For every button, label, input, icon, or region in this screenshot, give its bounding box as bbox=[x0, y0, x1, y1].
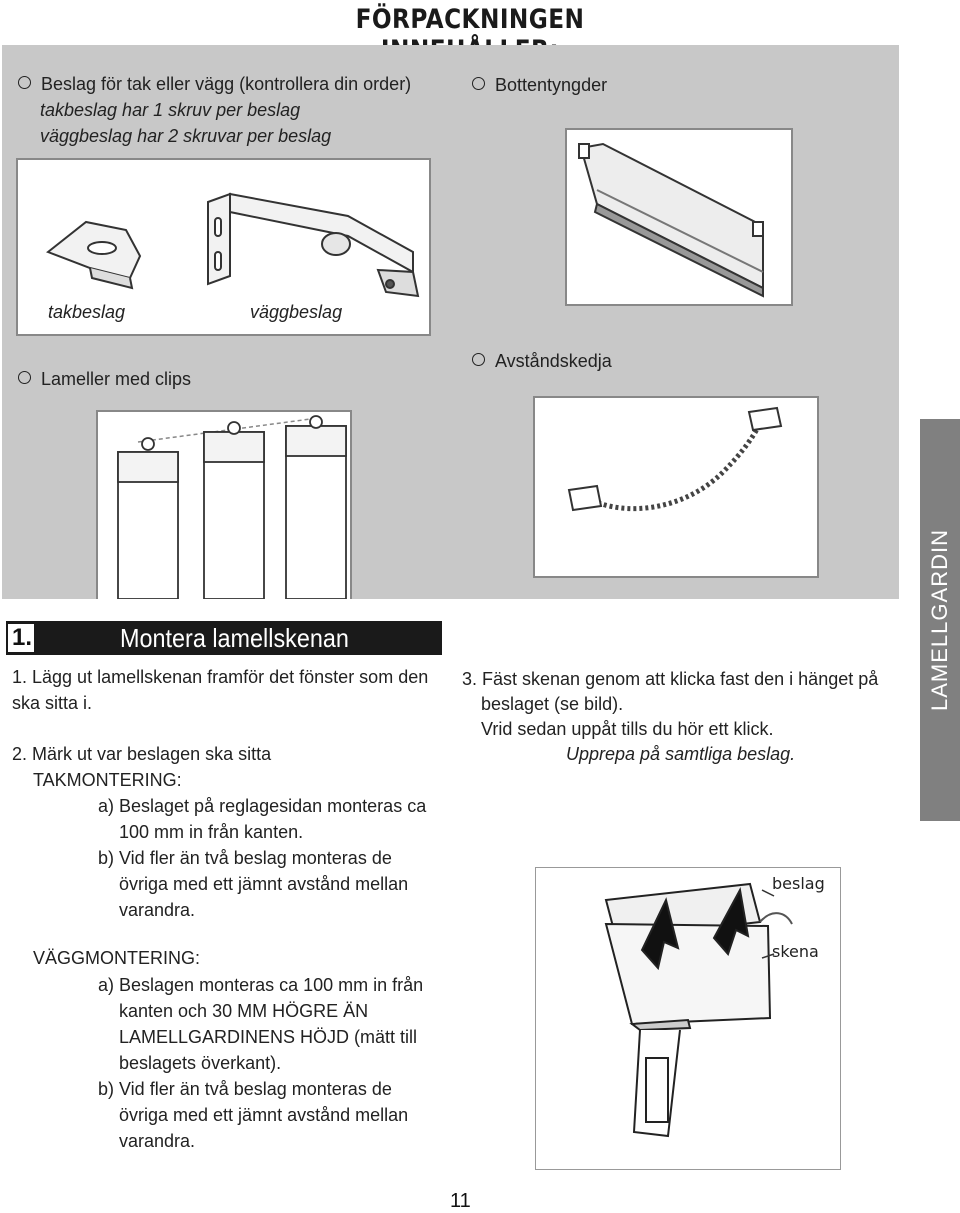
wall-heading: VÄGGMONTERING: bbox=[33, 948, 201, 968]
brackets-note-wall: väggbeslag har 2 skruvar per beslag bbox=[40, 126, 332, 146]
spacer-chain-drawing bbox=[535, 398, 817, 576]
wall-b-line3: varandra. bbox=[119, 1131, 196, 1151]
wall-b-line2: övriga med ett jämnt avstånd mellan bbox=[119, 1105, 409, 1125]
ceiling-b-line1: b) Vid fler än två beslag monteras de bbox=[98, 848, 392, 868]
ceiling-a-line2: 100 mm in från kanten. bbox=[119, 822, 304, 842]
step3-line1: 3. Fäst skenan genom att klicka fast den i hänget på bbox=[462, 669, 879, 689]
slats-drawing bbox=[98, 412, 350, 599]
label-rail: skena bbox=[772, 942, 819, 961]
wall-b-line1: b) Vid fler än två beslag monteras de bbox=[98, 1079, 392, 1099]
bullet-circle-icon bbox=[472, 77, 485, 90]
ceiling-b-line3: varandra. bbox=[119, 900, 196, 920]
section-title: Montera lamellskenan bbox=[120, 623, 349, 653]
step2: 2. Märk ut var beslagen ska sitta bbox=[12, 744, 272, 764]
wall-a-line4: beslagets överkant). bbox=[119, 1053, 282, 1073]
contents-item-slats: Lameller med clips bbox=[18, 366, 191, 392]
bottom-weight-drawing bbox=[567, 130, 791, 304]
ceiling-a-line1: a) Beslaget på reglagesidan monteras ca bbox=[98, 796, 427, 816]
mounting-illustration bbox=[535, 867, 841, 1170]
bullet-circle-icon bbox=[18, 371, 31, 384]
caption-wall-bracket: väggbeslag bbox=[250, 302, 343, 322]
bullet-circle-icon bbox=[18, 76, 31, 89]
step3-repeat: Upprepa på samtliga beslag. bbox=[566, 744, 796, 764]
spacer-chain-illustration bbox=[533, 396, 819, 578]
side-tab-lamellgardin: LAMELLGARDIN bbox=[920, 419, 960, 821]
brackets-note-ceiling: takbeslag har 1 skruv per beslag bbox=[40, 100, 301, 120]
bottom-weights-illustration bbox=[565, 128, 793, 306]
page-title: FÖRPACKNINGEN bbox=[355, 4, 585, 35]
step3-line3: Vrid sedan uppåt tills du hör ett klick. bbox=[481, 719, 774, 739]
section-number: 1. bbox=[6, 622, 36, 654]
wall-a-line1: a) Beslagen monteras ca 100 mm in från bbox=[98, 975, 424, 995]
label-bracket: beslag bbox=[772, 874, 825, 893]
contents-item-spacer-chain: Avståndskedja bbox=[472, 348, 612, 374]
caption-ceiling-bracket: takbeslag bbox=[48, 302, 126, 322]
step3-line2: beslaget (se bild). bbox=[481, 694, 624, 714]
contents-item-brackets: Beslag för tak eller vägg (kontrollera din order) bbox=[18, 71, 411, 97]
ceiling-heading: TAKMONTERING: bbox=[33, 770, 182, 790]
wall-a-line3: LAMELLGARDINENS HÖJD (mätt till bbox=[119, 1027, 418, 1047]
wall-a-line2: kanten och 30 MM HÖGRE ÄN bbox=[119, 1001, 369, 1021]
bullet-circle-icon bbox=[472, 353, 485, 366]
contents-item-bottom-weights: Bottentyngder bbox=[472, 72, 607, 98]
slats-illustration bbox=[96, 410, 352, 599]
step1-line2: ska sitta i. bbox=[12, 693, 93, 713]
ceiling-b-line2: övriga med ett jämnt avstånd mellan bbox=[119, 874, 409, 894]
step1-line1: 1. Lägg ut lamellskenan framför det fönster som den bbox=[12, 667, 429, 687]
page-number: 11 bbox=[450, 1190, 471, 1212]
mounting-drawing bbox=[536, 868, 839, 1168]
